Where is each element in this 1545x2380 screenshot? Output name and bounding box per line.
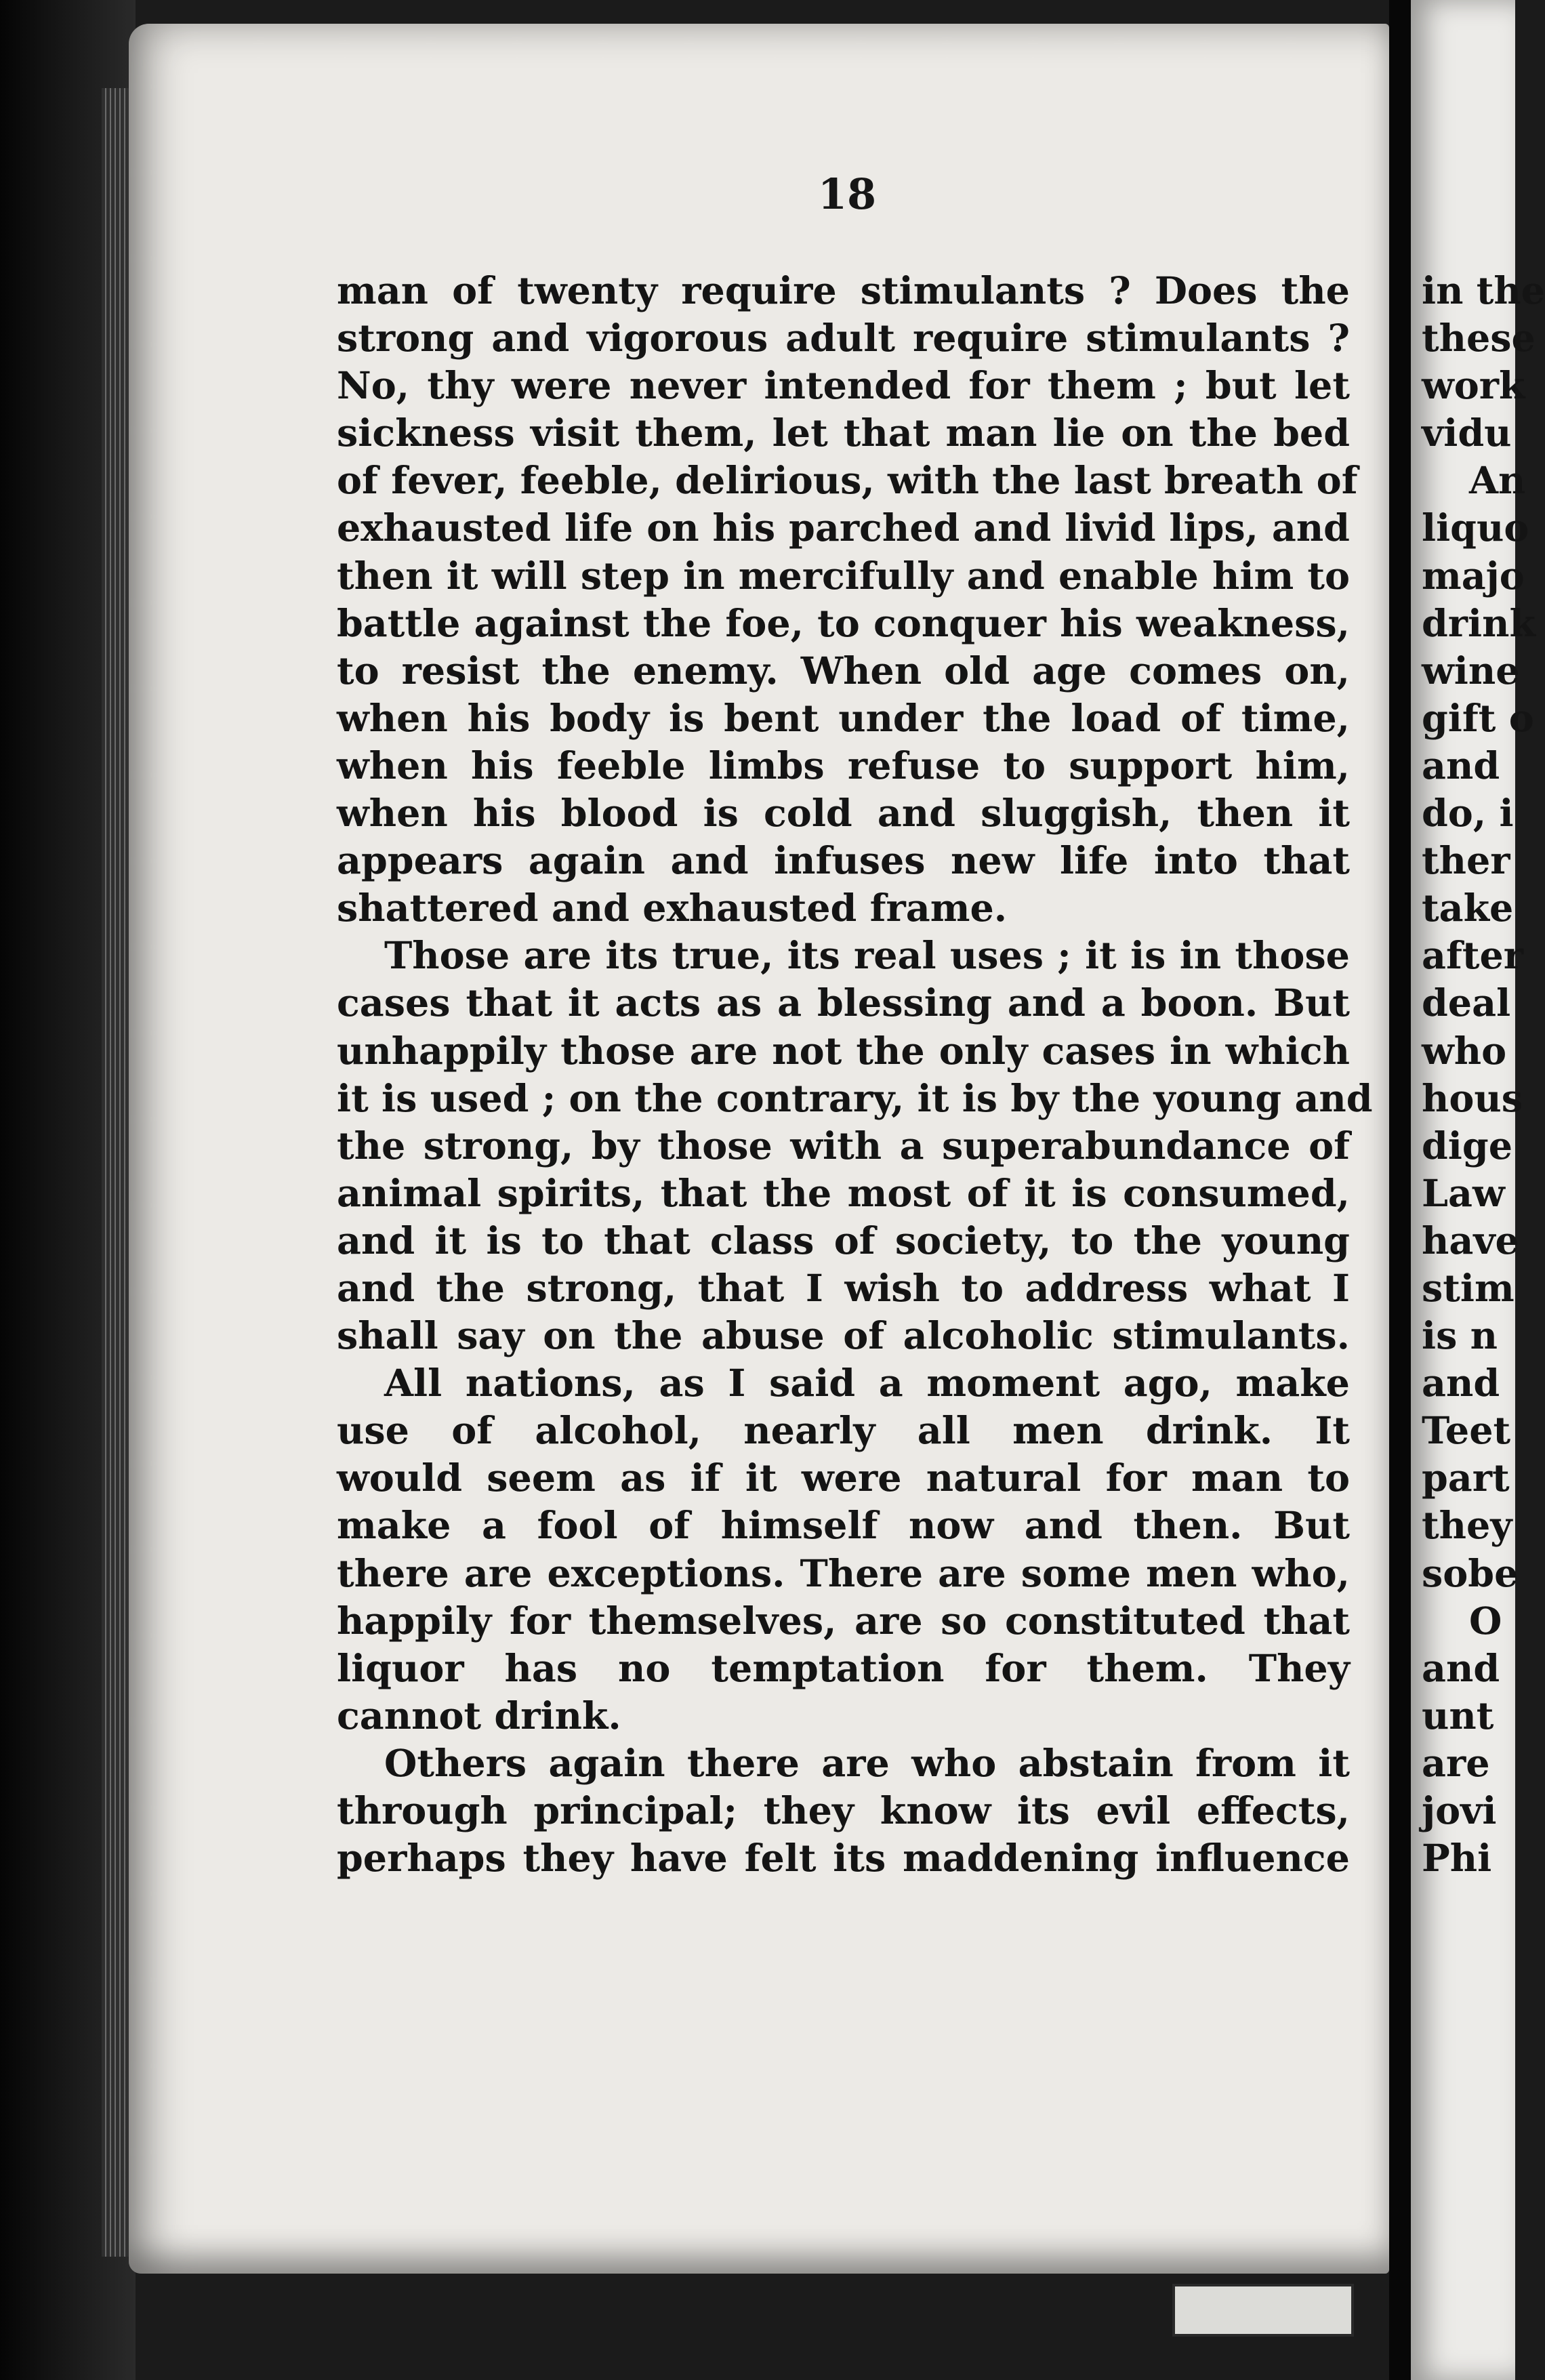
text-line: sickness visit them, let that man lie on the bed xyxy=(337,411,1350,456)
text-fragment: and xyxy=(1422,1646,1500,1691)
text-line: there are exceptions. There are some men who, xyxy=(337,1551,1350,1596)
text-line: and it is to that class of society, to the young xyxy=(337,1218,1350,1263)
text-line: the strong, by those with a superabundance of xyxy=(337,1124,1350,1168)
book-gutter xyxy=(1389,0,1411,2380)
text-fragment: and xyxy=(1422,1361,1500,1406)
text-line: Those are its true, its real uses ; it is in those xyxy=(384,934,1350,979)
text-line: perhaps they have felt its maddening influence xyxy=(337,1837,1350,1881)
text-fragment: Law xyxy=(1422,1171,1505,1216)
bottom-tab xyxy=(1172,2284,1354,2337)
text-line: shattered and exhausted frame. xyxy=(337,886,1008,931)
text-fragment: stim xyxy=(1422,1266,1515,1311)
left-page-text xyxy=(337,268,1373,1883)
text-line: battle against the foe, to conquer his weakness, xyxy=(337,601,1350,646)
text-fragment: ther xyxy=(1422,839,1510,884)
text-fragment: vidu xyxy=(1422,411,1512,456)
text-fragment: and xyxy=(1422,743,1500,788)
text-line: happily for themselves, are so constituted that xyxy=(337,1599,1350,1643)
text-line: through principal; they know its evil effects, xyxy=(337,1789,1350,1833)
text-line: make a fool of himself now and then. But xyxy=(337,1504,1350,1548)
text-line: animal spirits, that the most of it is consumed, xyxy=(337,1171,1350,1216)
text-fragment: deal xyxy=(1422,981,1511,1026)
text-fragment: in the xyxy=(1422,269,1545,313)
right-page-text xyxy=(1422,268,1545,1883)
text-fragment: jovi xyxy=(1422,1789,1497,1833)
text-line: then it will step in mercifully and enable him to xyxy=(337,554,1350,598)
text-fragment: gift o xyxy=(1422,696,1534,741)
text-fragment: Phi xyxy=(1422,1837,1492,1881)
text-line: would seem as if it were natural for man to xyxy=(337,1456,1350,1501)
text-line: exhausted life on his parched and livid lips, and xyxy=(337,506,1350,551)
text-fragment: they xyxy=(1422,1504,1512,1548)
text-fragment: work xyxy=(1422,364,1525,409)
text-fragment: do, i xyxy=(1422,792,1514,836)
text-line: use of alcohol, nearly all men drink. It xyxy=(337,1409,1350,1454)
text-line: appears again and infuses new life into that xyxy=(337,839,1350,884)
text-fragment: is n xyxy=(1422,1314,1498,1359)
text-fragment: hous xyxy=(1422,1076,1523,1121)
text-line: Others again there are who abstain from it xyxy=(384,1741,1350,1786)
text-fragment: who xyxy=(1422,1029,1507,1073)
text-line: when his blood is cold and sluggish, then it xyxy=(337,792,1350,836)
text-line: All nations, as I said a moment ago, make xyxy=(384,1361,1350,1406)
text-fragment: Teet xyxy=(1422,1409,1511,1454)
text-fragment: sobe xyxy=(1422,1551,1519,1596)
text-fragment: liquo xyxy=(1422,506,1529,551)
text-fragment: majo xyxy=(1422,554,1525,598)
text-line: and the strong, that I wish to address what I xyxy=(337,1266,1350,1311)
text-fragment: are xyxy=(1422,1741,1490,1786)
text-fragment: An xyxy=(1469,459,1526,504)
text-fragment: have xyxy=(1422,1218,1519,1263)
text-line: No, thy were never intended for them ; but let xyxy=(337,364,1350,409)
text-fragment: after xyxy=(1422,934,1524,979)
text-line: unhappily those are not the only cases in which xyxy=(337,1029,1350,1073)
text-line: of fever, feeble, delirious, with the last breath of xyxy=(337,459,1358,504)
text-line: to resist the enemy. When old age comes on, xyxy=(337,649,1350,693)
text-line: when his body is bent under the load of time, xyxy=(337,696,1350,741)
text-line: when his feeble limbs refuse to support him, xyxy=(337,743,1350,788)
text-line: liquor has no temptation for them. They xyxy=(337,1646,1350,1691)
text-line: it is used ; on the contrary, it is by the young and xyxy=(337,1076,1373,1121)
text-fragment: unt xyxy=(1422,1694,1494,1738)
text-line: strong and vigorous adult require stimulants ? xyxy=(337,316,1350,361)
text-line: shall say on the abuse of alcoholic stimulants. xyxy=(337,1314,1350,1359)
text-line: cannot drink. xyxy=(337,1694,621,1738)
text-fragment: part xyxy=(1422,1456,1510,1501)
text-fragment: O xyxy=(1469,1599,1502,1643)
text-fragment: take xyxy=(1422,886,1514,931)
page-number: 18 xyxy=(817,169,877,219)
text-fragment: dige xyxy=(1422,1124,1513,1168)
text-fragment: drink xyxy=(1422,601,1536,646)
text-line: cases that it acts as a blessing and a boon. But xyxy=(337,981,1350,1026)
text-fragment: these xyxy=(1422,316,1536,361)
text-line: man of twenty require stimulants ? Does the xyxy=(337,269,1350,313)
text-fragment: wine xyxy=(1422,649,1520,693)
